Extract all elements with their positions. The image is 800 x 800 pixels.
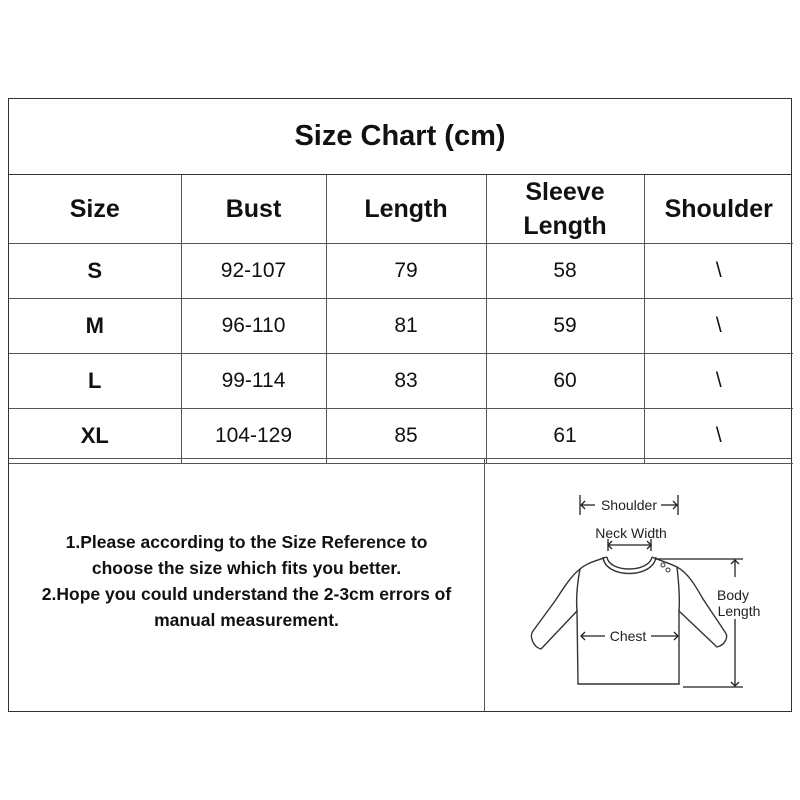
- header-sleeve-length: [486, 175, 644, 244]
- length-cell: 85: [326, 409, 486, 464]
- table-row: [9, 244, 793, 299]
- shoulder-cell: \: [644, 409, 793, 464]
- sweater-diagram-svg: [485, 459, 793, 712]
- bust-cell: 99-114: [181, 354, 326, 409]
- chart-title: Size Chart (cm): [9, 99, 791, 175]
- length-cell: 83: [326, 354, 486, 409]
- body-length-label-1: Body: [717, 587, 749, 603]
- button-dot: [661, 563, 665, 567]
- sleeve-cell: 61: [486, 409, 644, 464]
- header-bust: Bust: [181, 175, 326, 244]
- bust-cell: 104-129: [181, 409, 326, 464]
- size-notes: [9, 459, 485, 711]
- length-cell: 79: [326, 244, 486, 299]
- bust-cell: 92-107: [181, 244, 326, 299]
- header-row: [9, 175, 793, 244]
- size-cell: S: [9, 244, 181, 299]
- size-cell: XL: [9, 409, 181, 464]
- body-length-label-2: Length: [717, 603, 761, 619]
- body-length-measure: [655, 559, 743, 687]
- note-line: 2.Hope you could understand the 2-3cm errors of: [41, 584, 452, 604]
- size-table: [9, 175, 793, 464]
- size-chart: [8, 98, 792, 712]
- note-line: manual measurement.: [154, 610, 339, 630]
- chest-label: Chest: [609, 628, 647, 644]
- bottom-section: [9, 458, 791, 711]
- length-cell: 81: [326, 299, 486, 354]
- shoulder-label: Shoulder: [600, 497, 658, 513]
- table-row: [9, 299, 793, 354]
- bust-cell: 96-110: [181, 299, 326, 354]
- shoulder-cell: \: [644, 299, 793, 354]
- sleeve-cell: 58: [486, 244, 644, 299]
- note-line: 1.Please according to the Size Reference to: [65, 532, 428, 552]
- note-line: choose the size which fits you better.: [91, 558, 402, 578]
- header-shoulder: Shoulder: [644, 175, 793, 244]
- header-size: Size: [9, 175, 181, 244]
- size-cell: L: [9, 354, 181, 409]
- button-dot: [666, 568, 670, 572]
- table-row: [9, 354, 793, 409]
- shoulder-cell: \: [644, 244, 793, 299]
- header-sleeve-length-text: Sleeve Length: [523, 178, 607, 240]
- sleeve-cell: 60: [486, 354, 644, 409]
- table-row: [9, 409, 793, 464]
- size-cell: M: [9, 299, 181, 354]
- shoulder-cell: \: [644, 354, 793, 409]
- neck-width-label: Neck Width: [595, 525, 667, 541]
- header-length: Length: [326, 175, 486, 244]
- measurement-diagram: [485, 459, 793, 711]
- sweater-outline: [531, 557, 726, 684]
- sleeve-cell: 59: [486, 299, 644, 354]
